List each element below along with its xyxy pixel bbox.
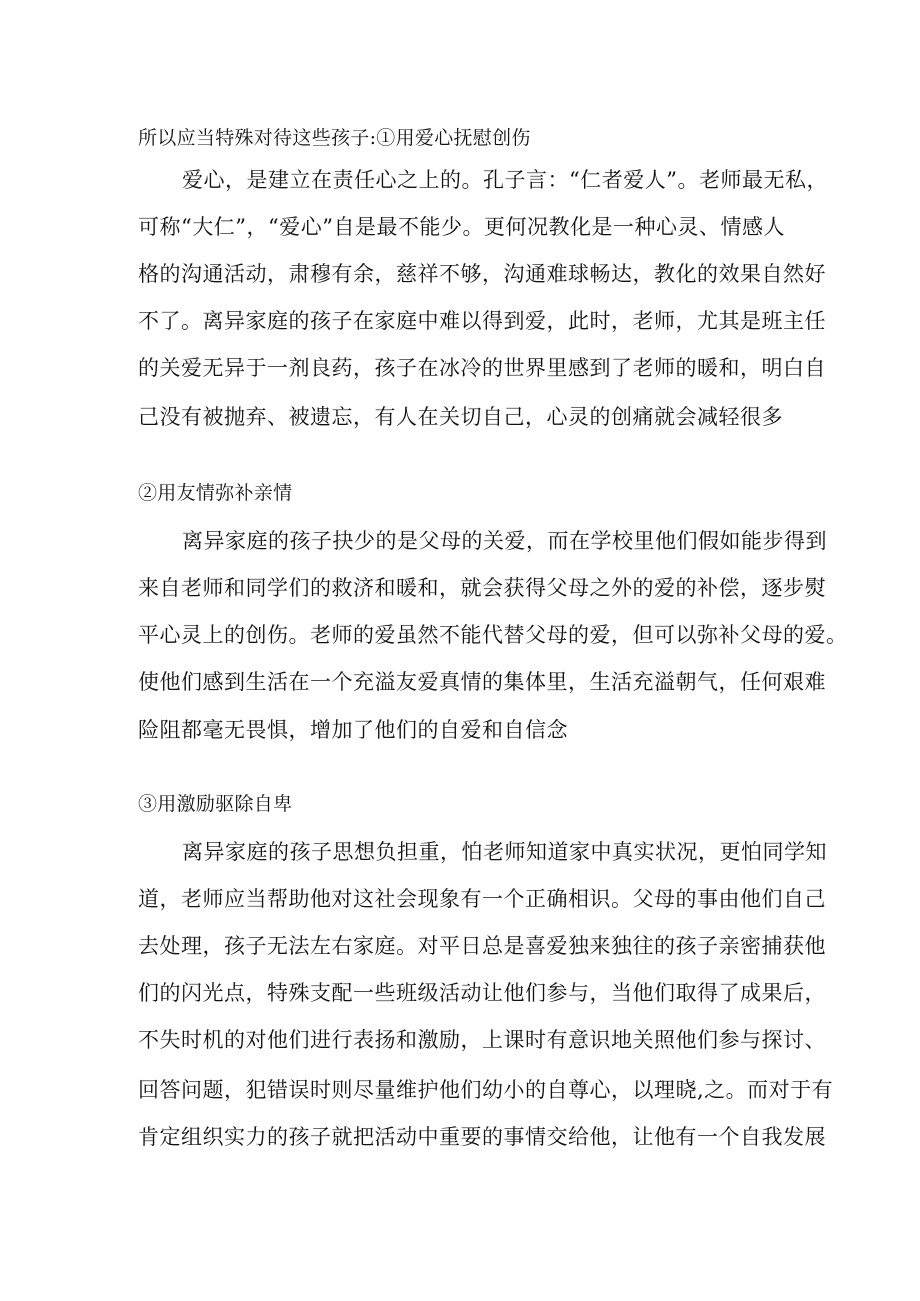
paragraph-line: 离异家庭的孩子思想负担重，怕老师知道家中真实状况，更怕同学知	[182, 840, 827, 864]
paragraph-line: 道，老师应当帮助他对这社会现象有一个正确相识。父母的事由他们自己	[138, 887, 826, 911]
paragraph-line: 离异家庭的孩子抉少的是父母的关爱，而在学校里他们假如能步得到	[182, 529, 827, 553]
paragraph-line: 险阻都毫无畏惧，增加了他们的自爱和自信念	[138, 718, 568, 742]
paragraph-line: 可称“大仁”，“爱心”自是最不能少。更何况教化是一种心灵、情感人	[138, 215, 785, 239]
paragraph-line: 不失时机的对他们进行表扬和激励，上课时有意识地关照他们参与探讨、	[138, 1028, 826, 1052]
intro-heading: 所以应当特殊对待这些孩子:①用爱心抚慰创伤	[138, 127, 531, 149]
paragraph-line: 爱心，是建立在责任心之上的。孔子言：“仁者爱人”。老师最无私，	[182, 168, 828, 192]
paragraph-line: 肯定组织实力的孩子就把活动中重要的事情交给他，让他有一个自我发展	[138, 1125, 826, 1149]
paragraph-line: 来自老师和同学们的救济和暖和，就会获得父母之外的爱的补偿，逐步熨	[138, 576, 826, 600]
paragraph-line: 格的沟通活动，肃穆有余，慈祥不够，沟通难球畅达，教化的效果自然好	[138, 262, 826, 286]
section-heading: ③用激励驱除自卑	[138, 793, 293, 815]
paragraph-line: 使他们感到生活在一个充溢友爱真情的集体里，生活充溢朝气，任何艰难	[138, 670, 826, 694]
section-heading: ②用友情弥补亲情	[138, 482, 293, 504]
paragraph-line: 们的闪光点，特殊支配一些班级活动让他们参与，当他们取得了成果后，	[138, 981, 826, 1005]
paragraph-line: 己没有被抛弃、被遗忘，有人在关切自己，心灵的创痛就会减轻很多	[138, 405, 783, 429]
paragraph-line: 回答问题，犯错误时则尽量维护他们幼小的自尊心，以理晓,之。而对于有	[138, 1078, 834, 1102]
paragraph-line: 的关爱无异于一剂良药，孩子在冰冷的世界里感到了老师的暖和，明白自	[138, 356, 826, 380]
paragraph-line: 去处理，孩子无法左右家庭。对平日总是喜爱独来独往的孩子亲密捕获他	[138, 934, 826, 958]
paragraph-line: 不了。离异家庭的孩子在家庭中难以得到爱，此时，老师，尤其是班主任	[138, 309, 826, 333]
paragraph-line: 平心灵上的创伤。老师的爱虽然不能代替父母的爱，但可以弥补父母的爱。	[138, 623, 848, 647]
